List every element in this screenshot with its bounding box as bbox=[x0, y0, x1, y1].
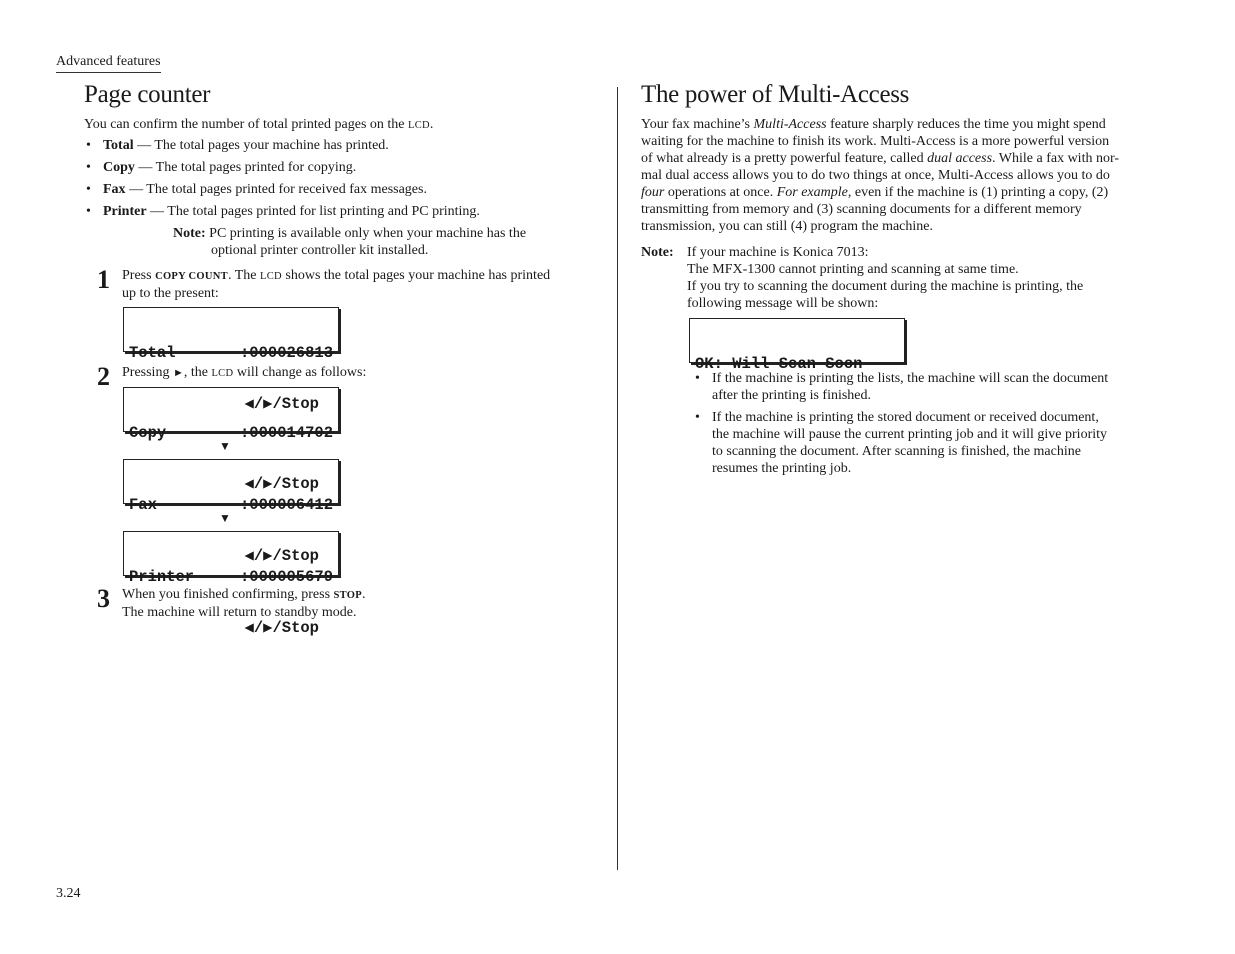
lcd-nav: ◀/▶/Stop bbox=[244, 475, 319, 493]
right-arrow-icon: ► bbox=[172, 367, 184, 379]
intro-post: . bbox=[429, 117, 434, 132]
para-text: . While a fax with nor- bbox=[992, 151, 1120, 166]
note-line: The MFX-1300 cannot printing and scanning at same time. bbox=[687, 262, 1019, 277]
step-text: will change as follows: bbox=[233, 365, 367, 380]
para-text: Your fax machine’s bbox=[641, 117, 754, 132]
bullet-dot: • bbox=[695, 371, 700, 386]
lcd-message: OK: Will Scan Soon bbox=[695, 355, 863, 373]
lcd-display-scan-soon bbox=[689, 318, 905, 373]
bullet-line: the machine will pause the current printing job and it will give priority bbox=[712, 427, 1108, 442]
multi-access-paragraph bbox=[641, 116, 1161, 235]
para-text: , even if the machine is (1) printing a copy, (2) bbox=[847, 185, 1109, 200]
lcd-nav: ◀/▶/Stop bbox=[244, 395, 319, 413]
counter-bullet-list bbox=[86, 137, 606, 225]
step-text: up to the present: bbox=[122, 286, 219, 301]
intro-lcd: LCD bbox=[408, 120, 430, 131]
para-text: waiting for the machine to finish its work. Multi-Access is a more powerful version bbox=[641, 134, 1110, 149]
konica-note-text bbox=[687, 244, 1157, 312]
step-text: Pressing bbox=[122, 365, 173, 380]
lcd-label: Printer bbox=[129, 568, 195, 586]
bullet-term: Copy bbox=[103, 160, 135, 175]
multi-access-title: The power of Multi-Access bbox=[641, 81, 910, 108]
bullet-dot: • bbox=[86, 182, 91, 197]
para-text: mal dual access allows you to do two things at once, Multi-Access allows you to do bbox=[641, 168, 1110, 183]
step-text: shows the total pages your machine has printed bbox=[281, 268, 551, 283]
lcd-term: LCD bbox=[259, 271, 282, 282]
para-line bbox=[641, 116, 1161, 133]
list-item bbox=[86, 181, 606, 203]
step-number-3: 3 bbox=[97, 584, 110, 613]
lcd-value: :000026813 bbox=[239, 344, 333, 362]
list-item bbox=[86, 159, 606, 181]
page-counter-title: Page counter bbox=[84, 81, 211, 108]
para-text: operations at once. bbox=[664, 185, 777, 200]
para-emphasis: For example bbox=[776, 185, 848, 200]
bullet-dot: • bbox=[86, 204, 91, 219]
down-arrow-icon: ▼ bbox=[219, 439, 231, 453]
lcd-label: Total bbox=[129, 344, 176, 362]
list-item bbox=[86, 203, 606, 225]
para-text: transmitting from memory and (3) scanning documents for a different memory bbox=[641, 202, 1082, 217]
bullet-dot: • bbox=[86, 138, 91, 153]
para-line bbox=[641, 218, 1161, 235]
down-arrow-icon: ▼ bbox=[219, 511, 231, 525]
step-text: , the bbox=[183, 365, 212, 380]
para-line bbox=[641, 184, 1161, 201]
para-emphasis: dual access bbox=[927, 151, 993, 166]
lcd-nav: ◀/▶/Stop bbox=[244, 547, 319, 565]
para-line bbox=[641, 201, 1161, 218]
bullet-text: — The total pages printed for received fax messages. bbox=[125, 182, 427, 197]
lcd-label: Fax bbox=[129, 496, 157, 514]
para-emphasis: Multi-Access bbox=[753, 117, 827, 132]
step-text: When you finished confirming, press bbox=[122, 587, 334, 602]
lcd-value: :000014702 bbox=[239, 424, 333, 442]
step-1-text bbox=[122, 267, 592, 302]
intro-text bbox=[84, 116, 433, 134]
step-3-text bbox=[122, 586, 365, 621]
para-text: feature sharply reduces the time you might spend bbox=[826, 117, 1106, 132]
bullet-text: — The total pages printed for copying. bbox=[134, 160, 357, 175]
bullet-term: Total bbox=[103, 138, 134, 153]
step-text: . bbox=[361, 587, 366, 602]
bullet-term: Fax bbox=[103, 182, 126, 197]
bullet-line: If the machine is printing the lists, the machine will scan the document bbox=[712, 371, 1109, 386]
konica-note-label: Note: bbox=[641, 245, 674, 260]
para-line bbox=[641, 133, 1161, 150]
bullet-dot: • bbox=[86, 160, 91, 175]
note-line: If you try to scanning the document during the machine is printing, the bbox=[687, 279, 1084, 294]
para-emphasis: four bbox=[641, 185, 665, 200]
lcd-value: :000005679 bbox=[239, 568, 333, 586]
step-text: The machine will return to standby mode. bbox=[122, 605, 357, 620]
page-number: 3.24 bbox=[56, 886, 81, 901]
column-divider bbox=[617, 87, 618, 870]
step-2-text bbox=[122, 364, 366, 382]
bullet-line: to scanning the document. After scanning is finished, the machine bbox=[712, 444, 1081, 459]
para-text: transmission, you can still (4) program the machine. bbox=[641, 219, 933, 234]
para-text: of what already is a pretty powerful feature, called bbox=[641, 151, 928, 166]
bullet-dot: • bbox=[695, 410, 700, 425]
copy-count-key: COPY COUNT bbox=[155, 271, 228, 282]
lcd-nav: ◀/▶/Stop bbox=[244, 619, 319, 637]
bullet-text: — The total pages your machine has printed. bbox=[133, 138, 389, 153]
bullet-text: — The total pages printed for list printing and PC printing. bbox=[146, 204, 480, 219]
bullet-line: resumes the printing job. bbox=[712, 461, 852, 476]
bullet-line: after the printing is finished. bbox=[712, 388, 872, 403]
note-line: following message will be shown: bbox=[687, 296, 879, 311]
note-line: PC printing is available only when your machine has the bbox=[209, 226, 527, 241]
stop-key: STOP bbox=[333, 590, 362, 601]
list-item bbox=[695, 370, 1155, 404]
list-item bbox=[695, 409, 1155, 477]
lcd-term: LCD bbox=[211, 368, 234, 379]
bullet-line: If the machine is printing the stored document or received document, bbox=[712, 410, 1099, 425]
section-header: Advanced features bbox=[56, 53, 161, 73]
lcd-display-copy bbox=[123, 387, 339, 493]
note-line-2: optional printer controller kit installed. bbox=[211, 243, 429, 258]
step-text: Press bbox=[122, 268, 156, 283]
intro-pre: You can confirm the number of total printed pages on the bbox=[84, 117, 409, 132]
note-label: Note: bbox=[173, 226, 206, 241]
note-line: If your machine is Konica 7013: bbox=[687, 245, 869, 260]
lcd-value: :000006412 bbox=[239, 496, 333, 514]
lcd-label: Copy bbox=[129, 424, 167, 442]
bullet-term: Printer bbox=[103, 204, 147, 219]
para-line bbox=[641, 167, 1161, 184]
lcd-display-fax bbox=[123, 459, 339, 565]
pc-printing-note bbox=[173, 225, 526, 242]
list-item bbox=[86, 137, 606, 159]
step-text: . The bbox=[227, 268, 260, 283]
multi-access-bullet-list bbox=[695, 370, 1155, 477]
step-number-1: 1 bbox=[97, 265, 110, 294]
step-number-2: 2 bbox=[97, 362, 110, 391]
para-line bbox=[641, 150, 1161, 167]
